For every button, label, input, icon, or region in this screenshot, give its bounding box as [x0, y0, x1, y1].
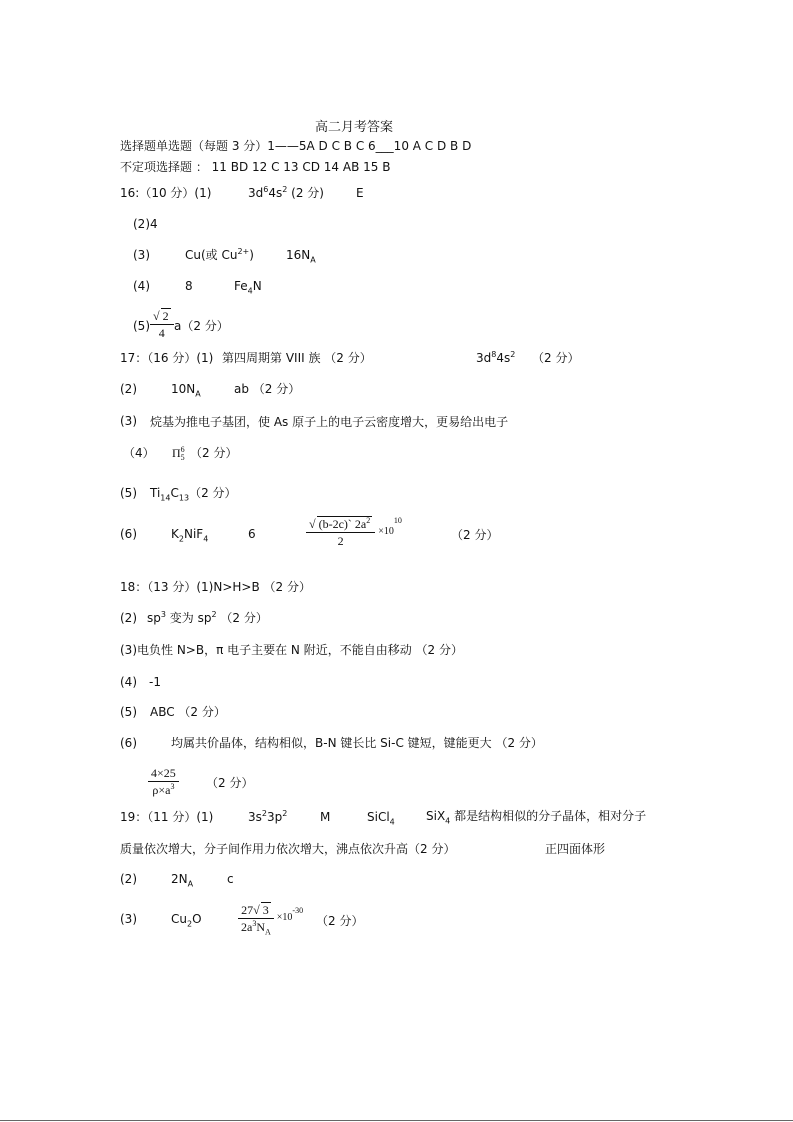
q16-p5-frac [150, 308, 174, 340]
q16-a1-sup2: 2 [282, 185, 288, 194]
q19-p3-den [238, 919, 274, 937]
q16-p3-b-text: 16N [286, 248, 311, 262]
q17-p6-sub2: 4 [203, 534, 209, 544]
q19-p3-times: ×10 [276, 912, 293, 923]
q17-p2-a-text: 10N [171, 382, 196, 396]
q16-p4-b-sub: 4 [247, 286, 253, 296]
q17-part-4-label: （4） [123, 446, 155, 460]
q16-p5-num: √ 2 [150, 308, 174, 325]
q16-answer-1b: E [356, 186, 364, 200]
q18-part-3: (3)电负性 N>B，π 电子主要在 N 附近，不能自由移动 （2 分） [120, 643, 463, 657]
q19-continuation: 质量依次增大，分子间作用力依次增大，沸点依次升高（2 分） [120, 842, 456, 856]
page-title: 高二月考答案 [315, 120, 394, 135]
q16-p3-close: ) [249, 248, 254, 262]
q16-answer-1 [248, 186, 324, 200]
q19-head: 19：（11 分）(1) [120, 810, 214, 824]
q18-p7-frac [148, 766, 179, 797]
q17-part-5-label: (5) [120, 486, 137, 500]
q16-p4-b-text: Fe [234, 279, 248, 293]
q18-part-5-answer: ABC （2 分） [150, 705, 226, 719]
q18-p2-post: （2 分） [216, 611, 268, 625]
q17-p2-a-sub: A [195, 389, 201, 399]
q17-part-6-label: (6) [120, 527, 137, 541]
q19-answer-1 [248, 810, 287, 824]
q19-part-3-label: (3) [120, 912, 137, 926]
q17-p5-sub1: 14 [160, 493, 171, 503]
page-bottom-rule [0, 1120, 793, 1121]
q17-p6-mid: NiF [183, 527, 204, 541]
q17-part-2-label: (2) [120, 382, 137, 396]
q18-part-7-post: （2 分） [206, 776, 254, 790]
q17-part-3-label: (3) [120, 414, 137, 428]
q17-part-5-answer [150, 486, 237, 503]
q16-p4-b-post: N [252, 279, 262, 293]
q16-p3-sup: 2+ [237, 247, 250, 256]
q19-p3-den-post: N [256, 920, 265, 934]
q17-part-6-post: （2 分） [451, 528, 499, 542]
q17-p4-sup: 6 [180, 445, 185, 455]
q19-part-2-b: c [227, 872, 234, 886]
q16-a1-post: (2 分) [287, 186, 324, 200]
q17-p6-times: ×10 [378, 526, 394, 537]
q17-p6-root [317, 516, 373, 531]
single-choice-answers: 选择题单选题（每题 3 分）1——5A D C B C 6___10 A C D B D [120, 139, 472, 153]
q16-part-3-label: (3) [133, 248, 150, 262]
q19-a1-sup1: 2 [261, 809, 267, 818]
q19-a1c-text: SiCl [367, 810, 390, 824]
q17-part-6-a [171, 527, 209, 544]
q19-p3-a-text: Cu [171, 912, 187, 926]
multi-choice-answers: 不定项选择题 ： 11 BD 12 C 13 CD 14 AB 15 B [120, 160, 391, 174]
q19-a1d-sub: 4 [445, 816, 451, 826]
q17-p6-frac [306, 516, 375, 548]
q18-p7-num: 4×25 [148, 766, 179, 782]
q16-part-5-label: (5) [133, 319, 150, 333]
q19-part-2-label: (2) [120, 872, 137, 886]
q17-a1b-sup2: 2 [510, 350, 516, 359]
q17-part-4-pi [172, 446, 185, 462]
q19-p3-den-sub: A [265, 927, 271, 937]
q17-p5-a: Ti [150, 486, 161, 500]
q17-part-6-formula [306, 516, 402, 548]
q17-answer-1b-score: （2 分） [532, 351, 580, 365]
q19-p3-num-text: 27 [241, 903, 254, 917]
q18-part-6-text: 均属共价晶体，结构相似，B-N 键长比 Si-C 键短，键能更大 （2 分） [171, 736, 543, 750]
q18-p7-den [148, 782, 179, 797]
q19-a1c-sub: 4 [389, 817, 395, 827]
q17-p5-mid: C [170, 486, 179, 500]
q19-part-2-a [171, 872, 194, 889]
q19-p3-num: 27√ 3 [238, 902, 274, 919]
q19-answer-1c [367, 810, 395, 827]
q16-part-3-b [286, 248, 316, 265]
q17-part-6-b: 6 [248, 527, 256, 541]
q17-p6-num: √ (b-2c)` $2a^2$ [306, 516, 375, 533]
q16-part-4-a: 8 [185, 279, 193, 293]
q19-p2-a-text: 2N [171, 872, 188, 886]
q16-head: 16:（10 分）(1) [120, 186, 212, 200]
q16-part-5-fraction [150, 308, 174, 340]
q19-answer-1d [426, 809, 647, 826]
q16-part-2: (2)4 [133, 217, 158, 231]
q17-part-2-b: ab （2 分） [234, 382, 301, 396]
q19-p3-a-post: O [192, 912, 202, 926]
q18-p7-den-sup: 3 [170, 782, 175, 791]
q19-part-3-formula [238, 902, 304, 937]
q17-p6-exp: 10 [393, 515, 402, 525]
q17-head: 17：（16 分）(1) [120, 351, 214, 365]
q16-p5-den: 4 [158, 326, 165, 340]
q18-part-2-answer [147, 611, 268, 625]
q19-p3-den-text: 2a [241, 920, 253, 934]
q17-p4-pi-symbol: Π [172, 446, 181, 460]
q17-answer-1: 第四周期第 VIII 族 （2 分） [222, 351, 372, 365]
q17-p6-num-sup: 2 [366, 516, 371, 525]
q18-p2-sup2: 2 [211, 610, 217, 619]
q16-p5-root: 2 [162, 309, 169, 323]
q18-part-4-answer: -1 [149, 675, 161, 689]
q19-a1-mid: 3p [266, 810, 283, 824]
q17-p5-sub2: 13 [178, 493, 190, 503]
q19-a1-sup2: 2 [282, 809, 288, 818]
q19-a1d-post: 都是结构相似的分子晶体，相对分子 [450, 809, 647, 823]
q17-p5-post: （2 分） [189, 486, 237, 500]
q19-p3-num-root: 3 [262, 903, 269, 917]
q19-p3-exp: -30 [292, 905, 304, 915]
q16-part-4-label: (4) [133, 279, 150, 293]
q17-a1b-sup1: 8 [491, 350, 497, 359]
q17-part-2-a [171, 382, 201, 399]
q18-part-6-label: (6) [120, 736, 137, 750]
q17-p4-sub: 5 [180, 453, 185, 463]
q19-p2-a-sub: A [187, 879, 194, 889]
q17-a1b-pre: 3d [476, 351, 492, 365]
q16-part-5-post: a（2 分） [174, 319, 229, 333]
q19-a1-pre: 3s [248, 810, 262, 824]
q16-part-3-a [185, 248, 254, 262]
q17-part-4-post: （2 分） [190, 446, 238, 460]
q19-answer-1b: M [320, 810, 331, 824]
q18-part-2-label: (2) [120, 611, 137, 625]
q18-p2-a: sp [147, 611, 161, 625]
q18-part-4-label: (4) [120, 675, 137, 689]
q17-p6-sub1: 2 [178, 534, 184, 544]
q19-part-3-a [171, 912, 202, 929]
q16-part-4-b [234, 279, 262, 296]
q19-a1d-text: SiX [426, 809, 446, 823]
q19-p3-den-sup: 3 [252, 919, 257, 928]
q18-p7-den-text: ρ×a [152, 783, 171, 797]
q17-p6-a: K [171, 527, 179, 541]
q16-p3-b-sub: A [310, 255, 316, 265]
q19-p3-a-sub: 2 [186, 919, 193, 929]
q19-part-3-post: （2 分） [316, 914, 364, 928]
q16-p3-a-text: Cu(或 Cu [185, 248, 238, 262]
q16-a1-mid: 4s [268, 186, 283, 200]
q17-part-3-text: 烷基为推电子基团，使 As 原子上的电子云密度增大，更易给出电子 [150, 415, 509, 429]
q18-p2-sup1: 3 [160, 610, 166, 619]
q17-a1b-mid: 4s [496, 351, 511, 365]
q18-part-5-label: (5) [120, 705, 137, 719]
q18-p2-mid: 变为 sp [165, 611, 212, 625]
q17-p6-num-text: (b-2c)` 2a [318, 517, 367, 531]
q19-continuation-b: 正四面体形 [545, 842, 606, 856]
q18-head: 18：（13 分）(1)N>H>B （2 分） [120, 580, 311, 594]
q16-a1-sup1: 6 [263, 185, 269, 194]
q16-a1-pre: 3d [248, 186, 264, 200]
q18-part-7-formula [148, 766, 179, 797]
q17-p6-den: 2 [337, 534, 344, 548]
q17-answer-1b [476, 351, 515, 365]
q19-p3-frac [238, 902, 274, 937]
